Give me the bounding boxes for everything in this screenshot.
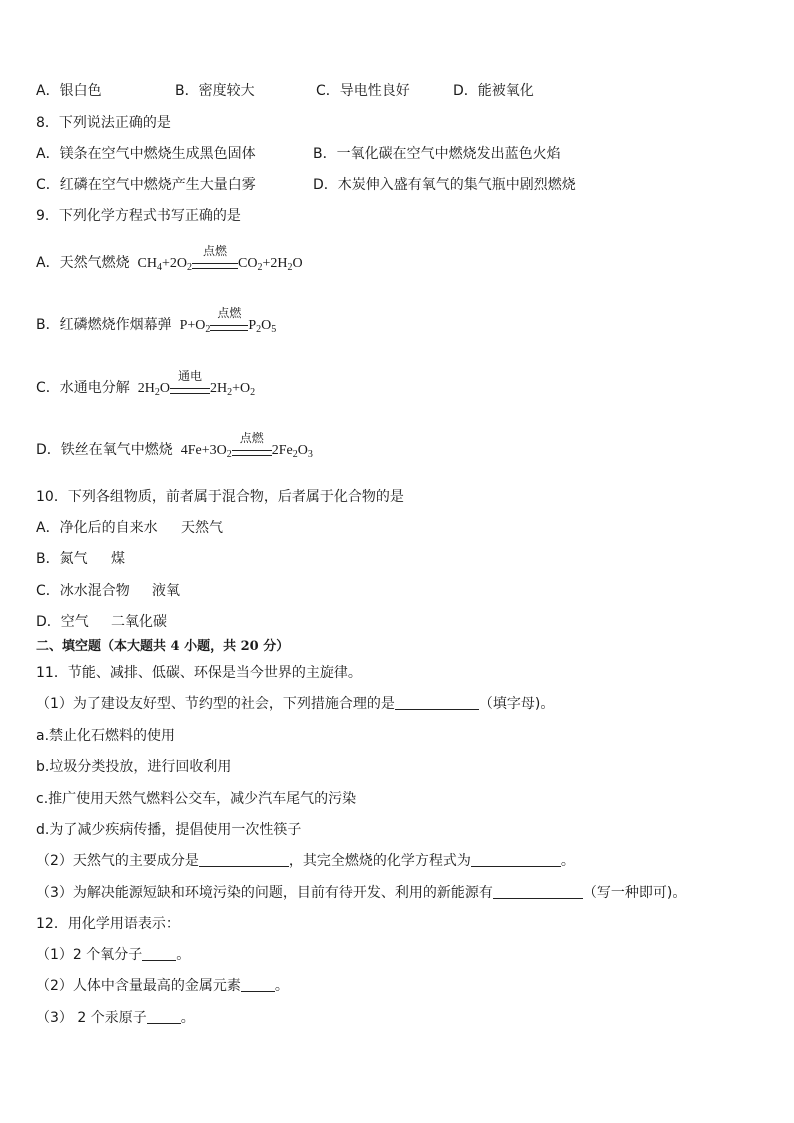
q11-option-c: c.推广使用天然气燃料公交车，减少汽车尾气的污染 [36, 791, 357, 807]
q9-stem: 9．下列化学方程式书写正确的是 [36, 208, 241, 224]
q9-c-condition: 通电 [177, 368, 202, 383]
q7-option-c: C．导电性良好 [316, 83, 410, 99]
q7-option-a: A．银白色 [36, 83, 102, 99]
q9-option-c [36, 368, 256, 402]
q11-part3 [36, 884, 686, 902]
q11-part1 [36, 695, 554, 713]
q8-option-a: A．镁条在空气中燃烧生成黑色固体 [36, 146, 256, 162]
q9-option-d-label: D．铁丝在氧气中燃烧 [36, 442, 173, 458]
q8-option-b: B．一氧化碳在空气中燃烧发出蓝色火焰 [313, 146, 561, 162]
q11-part2-blank-1[interactable] [199, 852, 289, 867]
q11-part3-blank[interactable] [493, 884, 583, 899]
q8-stem: 8．下列说法正确的是 [36, 115, 171, 131]
q8-option-d: D．木炭伸入盛有氧气的集气瓶中剧烈燃烧 [313, 177, 576, 193]
q11-part1-blank[interactable] [395, 695, 479, 710]
section-heading: 二、填空题（本大题共 4 小题，共 20 分） [36, 639, 290, 654]
q9-option-a-label: A．天然气燃烧 [36, 255, 130, 271]
q10-option-b-second: 煤 [111, 551, 125, 567]
q9-option-d [36, 430, 313, 464]
q7-option-d: D．能被氧化 [453, 83, 534, 99]
q7-option-b: B．密度较大 [175, 83, 255, 99]
q11-option-a: a.禁止化石燃料的使用 [36, 728, 176, 744]
q9-option-a-equation: $CH_4+2O_2$ 点燃 $CO_2+2H_2O$ [134, 243, 303, 273]
q10-stem: 10．下列各组物质，前者属于混合物，后者属于化合物的是 [36, 489, 404, 505]
q11-part2-mid: ，其完全燃烧的化学方程式为 [288, 853, 471, 869]
q9-b-condition: 点燃 [217, 305, 242, 320]
q12-part1-text: （1）2 个氧分子 [36, 947, 143, 963]
q11-part3-text: （3）为解决能源短缺和环境污染的问题，目前有待开发、利用的新能源有 [36, 885, 493, 901]
q9-option-b [36, 305, 277, 339]
q12-part1-blank[interactable] [142, 946, 176, 961]
q11-part2-blank-2[interactable] [471, 852, 561, 867]
q12-part2-suffix: 。 [274, 978, 289, 994]
q9-option-b-label: B．红磷燃烧作烟幕弹 [36, 317, 172, 333]
q10-option-c: C．冰水混合物 [36, 583, 130, 599]
q12-stem: 12．用化学用语表示： [36, 916, 180, 932]
q10-option-d: D．空气 [36, 614, 89, 630]
q8-option-c: C．红磷在空气中燃烧产生大量白雾 [36, 177, 256, 193]
q12-part3 [36, 1009, 195, 1027]
q12-part2-blank[interactable] [241, 977, 275, 992]
q11-option-b: b.垃圾分类投放，进行回收利用 [36, 759, 232, 775]
q11-part1-text: （1）为了建设友好型、节约型的社会，下列措施合理的是 [36, 696, 395, 712]
q9-option-a [36, 243, 303, 277]
q10-option-b: B．氮气 [36, 551, 88, 567]
q12-part2-text: （2）人体中含量最高的金属元素 [36, 978, 241, 994]
q11-part2-text: （2）天然气的主要成分是 [36, 853, 199, 869]
q12-part1 [36, 946, 190, 964]
q11-stem: 11．节能、减排、低碳、环保是当今世界的主旋律。 [36, 665, 362, 681]
q12-part1-suffix: 。 [176, 947, 191, 963]
q9-a-condition: 点燃 [202, 243, 227, 258]
q10-option-d-second: 二氧化碳 [111, 614, 167, 630]
q11-part1-suffix: （填字母)。 [478, 696, 555, 712]
q10-option-c-second: 液氧 [152, 583, 180, 599]
q12-part3-suffix: 。 [180, 1010, 195, 1026]
q9-d-condition: 点燃 [239, 430, 264, 445]
q9-option-c-equation: $2H_2O$ 通电 $2H_2+O_2$ [134, 368, 256, 398]
q10-option-a: A．净化后的自来水 [36, 520, 158, 536]
q9-option-c-label: C．水通电分解 [36, 380, 130, 396]
q11-part2-suffix: 。 [560, 853, 575, 869]
q11-part3-suffix: （写一种即可)。 [582, 885, 687, 901]
q10-option-a-second: 天然气 [181, 520, 223, 536]
q9-option-d-equation: $4Fe+3O_2$ 点燃 $2Fe_2O_3$ [177, 430, 313, 460]
q12-part2 [36, 977, 289, 995]
q11-option-d: d.为了减少疾病传播，提倡使用一次性筷子 [36, 822, 302, 838]
q9-option-b-equation: $P+O_2$ 点燃 $P_2O_5$ [176, 305, 277, 335]
q12-part3-text: （3） 2 个汞原子 [36, 1010, 147, 1026]
q11-part2 [36, 852, 575, 870]
q12-part3-blank[interactable] [147, 1009, 181, 1024]
